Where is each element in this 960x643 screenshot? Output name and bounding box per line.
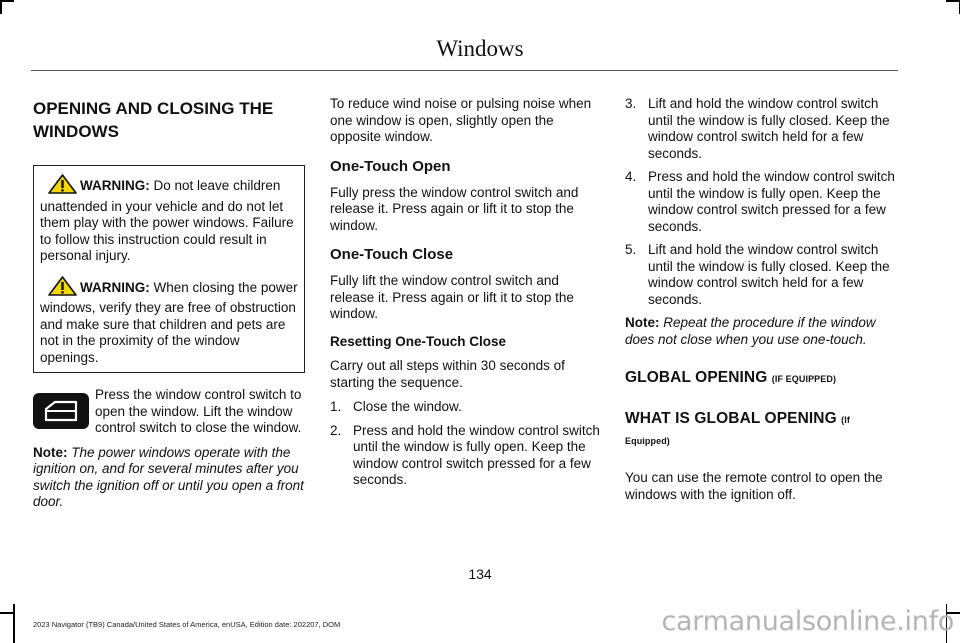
note-text: Repeat the procedure if the window does not close when you use one-touch. [625, 315, 876, 347]
step-text: Lift and hold the window control switch until the window is fully closed. Keep the window control switch held for a few seconds. [648, 96, 890, 161]
crop-mark [946, 0, 960, 2]
page-number: 134 [468, 566, 492, 582]
warning-triangle-icon [48, 276, 77, 301]
section-heading-global-opening [625, 368, 897, 389]
column-right [625, 96, 897, 511]
switch-text: Press the window control switch to open the window. Lift the window control switch to close the window. [95, 387, 302, 435]
step-number: 4. [625, 169, 637, 184]
note-text: The power windows operate with the ignition on, and for several minutes after you switch the ignition off or until you open a front door. [33, 444, 304, 509]
step-text: Close the window. [353, 399, 462, 414]
intro-text: To reduce wind noise or pulsing noise when one window is open, slightly open the opposite window. [330, 96, 592, 144]
if-equipped-tag: (If Equipped) [625, 415, 850, 446]
heading-text: WHAT IS GLOBAL OPENING [625, 410, 837, 427]
crop-mark [0, 612, 14, 614]
section-heading: WINDOWS [33, 122, 119, 141]
steps-list [625, 96, 897, 308]
warning-text: When closing the power windows, verify they are free of obstruction and make sure that children and pets are not in the proximity of the window openings. [40, 279, 298, 365]
resetting-text: Carry out all steps within 30 seconds of starting the sequence. [330, 358, 565, 390]
header-divider [31, 70, 898, 71]
one-touch-open-text: Fully press the window control switch and release it. Press again or lift it to stop the window. [330, 184, 579, 233]
subheading-one-touch-open: One-Touch Open [330, 157, 451, 175]
window-switch-icon [33, 393, 89, 429]
column-middle [330, 96, 602, 496]
list-item [330, 423, 602, 489]
list-item [625, 169, 897, 235]
warning-label: WARNING: [80, 279, 150, 295]
watermark: carmanualsonline.info [661, 606, 954, 637]
note-label: Note: [625, 315, 660, 330]
crop-mark [13, 604, 15, 643]
list-item [625, 242, 897, 308]
step-number: 2. [330, 422, 342, 438]
warning-block [40, 174, 298, 265]
warning-label: WARNING: [80, 178, 150, 193]
note [33, 445, 305, 511]
heading-text: GLOBAL OPENING [625, 369, 768, 386]
steps-list [330, 399, 602, 489]
warning-text: Do not leave children unattended in your vehicle and do not let them play with the power windows. Failure to follow this instruction could result in personal injury. [40, 178, 294, 263]
step-number: 1. [330, 399, 342, 414]
crop-mark [0, 0, 14, 2]
step-number: 3. [625, 96, 637, 111]
list-item [625, 96, 897, 162]
warning-triangle-icon [48, 174, 77, 199]
if-equipped-tag: (IF EQUIPPED) [771, 374, 837, 384]
step-number: 5. [625, 242, 637, 257]
global-opening-text: You can use the remote control to open the windows with the ignition off. [625, 470, 883, 502]
list-item [330, 399, 602, 416]
warning-box [33, 165, 305, 373]
one-touch-close-text: Fully lift the window control switch and release it. Press again or lift it to stop the window. [330, 273, 574, 321]
crop-mark [0, 0, 2, 14]
section-heading: OPENING AND CLOSING THE [33, 99, 274, 118]
note [625, 315, 897, 348]
switch-instruction [33, 387, 305, 437]
subheading-resetting: Resetting One-Touch Close [330, 333, 507, 349]
step-text: Press and hold the window control switch until the window is fully open. Keep the window control switch pressed for a few seconds. [648, 169, 895, 234]
warning-block [40, 276, 298, 367]
step-text: Lift and hold the window control switch until the window is fully closed. Keep the window control switch held for a few seconds. [648, 242, 890, 307]
page-header-title: Windows [436, 36, 524, 61]
edition-footer: 2023 Navigator (TB9) Canada/United States of America, enUSA, Edition date: 202207, DOM [33, 620, 341, 629]
section-heading-what-is-global-opening [625, 409, 897, 451]
subheading-one-touch-close: One-Touch Close [330, 246, 454, 263]
step-text: Press and hold the window control switch until the window is fully open. Keep the window control switch pressed for a few seconds. [353, 422, 600, 487]
note-label: Note: [33, 444, 68, 460]
column-left [33, 96, 305, 519]
